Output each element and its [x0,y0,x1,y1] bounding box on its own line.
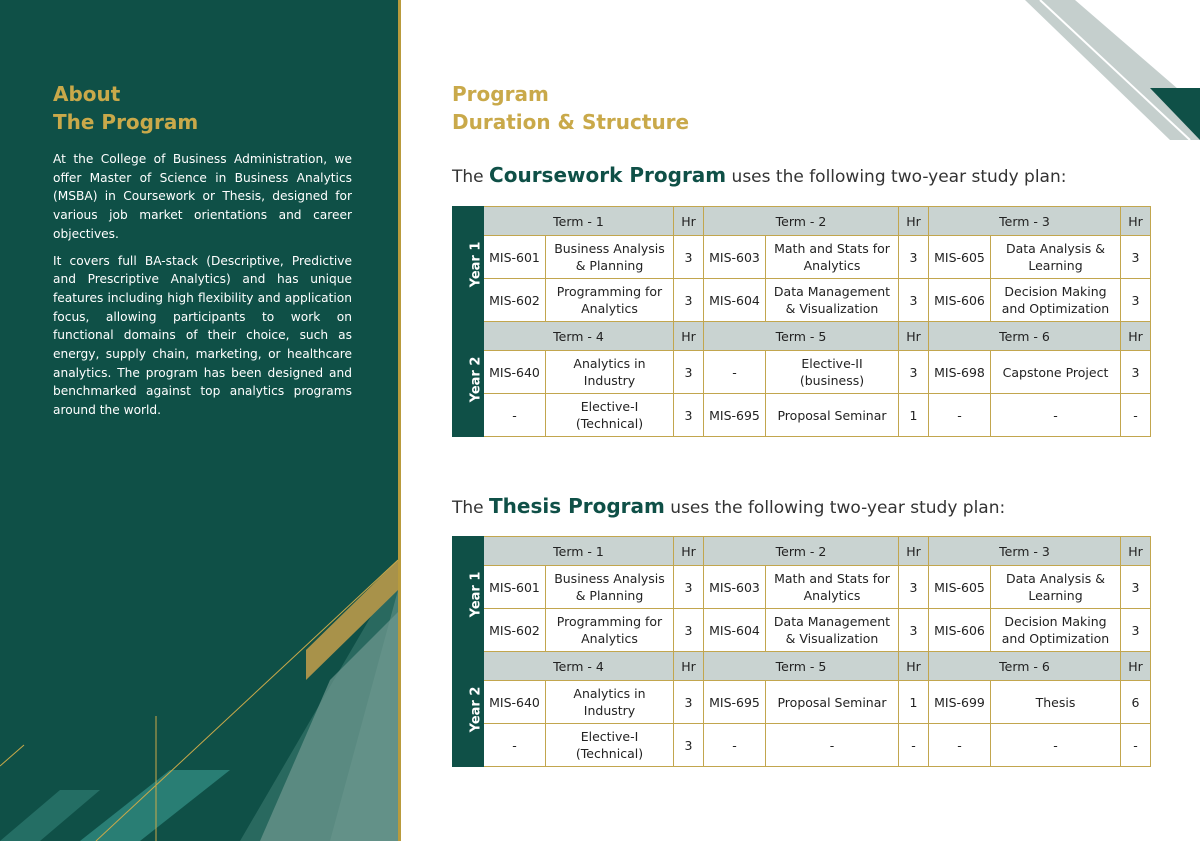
course-name: Programming for Analytics [546,609,674,652]
course-hours: 1 [899,394,929,437]
course-code: MIS-640 [484,681,546,724]
course-row [453,279,1151,322]
term-header: Term - 4 [484,652,674,681]
course-hours: 1 [899,681,929,724]
coursework-caption-strong: Coursework Program [489,163,727,187]
course-row [453,351,1151,394]
course-code: MIS-695 [704,681,766,724]
hours-header: Hr [674,537,704,566]
course-hours: 3 [674,279,704,322]
course-name: Business Analysis & Planning [546,566,674,609]
term-header: Term - 4 [484,322,674,351]
course-code: MIS-603 [704,236,766,279]
course-name: Elective-I (Technical) [546,724,674,767]
term-header-row [453,207,1151,236]
course-name: Elective-I (Technical) [546,394,674,437]
course-name: Data Analysis & Learning [991,566,1121,609]
course-code: MIS-605 [929,566,991,609]
coursework-caption-pre: The [452,167,484,187]
course-row [453,236,1151,279]
course-hours: - [1121,724,1151,767]
year-label: Year 1 [468,241,484,288]
about-title [53,80,198,136]
hours-header: Hr [899,322,929,351]
course-name: Capstone Project [991,351,1121,394]
course-name: - [991,394,1121,437]
year-label: Year 2 [468,356,484,403]
corner-decoration [1020,0,1200,145]
course-name: Decision Making and Optimization [991,609,1121,652]
hours-header: Hr [674,322,704,351]
course-hours: 3 [1121,279,1151,322]
course-hours: 3 [674,609,704,652]
course-name: Thesis [991,681,1121,724]
hours-header: Hr [1121,207,1151,236]
thesis-caption [452,494,1005,518]
course-hours: 3 [674,394,704,437]
course-code: MIS-601 [484,566,546,609]
term-header-row [453,652,1151,681]
course-code: - [484,724,546,767]
hours-header: Hr [1121,537,1151,566]
course-hours: 3 [899,351,929,394]
course-hours: 3 [674,566,704,609]
course-name: Data Analysis & Learning [991,236,1121,279]
course-hours: 3 [674,236,704,279]
about-text [53,150,352,428]
course-hours: 3 [1121,236,1151,279]
course-hours: 3 [674,724,704,767]
structure-title [452,80,689,136]
structure-title-line2: Duration & Structure [452,110,690,134]
course-hours: 3 [674,681,704,724]
course-code: - [704,351,766,394]
course-name: Data Management & Visualization [766,279,899,322]
course-code: MIS-698 [929,351,991,394]
course-code: MIS-602 [484,279,546,322]
course-row [453,724,1151,767]
term-header: Term - 1 [484,207,674,236]
course-code: - [704,724,766,767]
term-header-row [453,537,1151,566]
term-header: Term - 6 [929,322,1121,351]
course-name: Business Analysis & Planning [546,236,674,279]
thesis-caption-post: uses the following two-year study plan: [670,498,1006,518]
year-label: Year 1 [468,571,484,618]
course-hours: 6 [1121,681,1151,724]
course-code: MIS-605 [929,236,991,279]
course-code: MIS-601 [484,236,546,279]
course-code: MIS-603 [704,566,766,609]
course-name: Proposal Seminar [766,394,899,437]
coursework-caption-post: uses the following two-year study plan: [731,167,1067,187]
hours-header: Hr [899,537,929,566]
year-label-cell [453,652,484,767]
term-header: Term - 5 [704,322,899,351]
gold-divider [398,0,401,841]
term-header: Term - 1 [484,537,674,566]
course-name: - [766,724,899,767]
course-row [453,609,1151,652]
course-code: MIS-604 [704,279,766,322]
course-hours: 3 [674,351,704,394]
course-hours: 3 [1121,351,1151,394]
structure-title-line1: Program [452,82,549,106]
year-label-cell [453,537,484,652]
about-title-line2: The Program [53,110,199,134]
hours-header: Hr [899,207,929,236]
course-hours: 3 [899,609,929,652]
course-hours: 3 [899,566,929,609]
term-header: Term - 2 [704,207,899,236]
course-name: Proposal Seminar [766,681,899,724]
term-header: Term - 6 [929,652,1121,681]
course-name: Data Management & Visualization [766,609,899,652]
course-code: - [929,724,991,767]
course-name: Elective-II (business) [766,351,899,394]
thesis-caption-pre: The [452,498,484,518]
term-header: Term - 2 [704,537,899,566]
course-row [453,566,1151,609]
course-code: MIS-695 [704,394,766,437]
about-paragraph-2: It covers full BA-stack (Descriptive, Predictive and Prescriptive Analytics) and has unique features including high flexibility and application focus, allowing participants to work on functional domains of their choice, such as energy, supply chain, marketing, or healthcare analytics. The program has been designed and benchmarked against top analytics programs around the world. [53,253,352,418]
hours-header: Hr [674,207,704,236]
course-code: MIS-606 [929,279,991,322]
course-code: MIS-606 [929,609,991,652]
year-label: Year 2 [468,686,484,733]
about-title-line1: About [53,82,121,106]
course-hours: 3 [1121,609,1151,652]
year-label-cell [453,207,484,322]
course-hours: - [899,724,929,767]
hours-header: Hr [899,652,929,681]
course-row [453,681,1151,724]
about-panel [0,0,398,841]
coursework-caption [452,163,1066,187]
course-hours: 3 [1121,566,1151,609]
course-code: MIS-604 [704,609,766,652]
course-name: Programming for Analytics [546,279,674,322]
course-hours: 3 [899,279,929,322]
course-name: Math and Stats for Analytics [766,236,899,279]
course-code: - [929,394,991,437]
course-name: Analytics in Industry [546,681,674,724]
course-code: - [484,394,546,437]
term-header-row [453,322,1151,351]
course-code: MIS-699 [929,681,991,724]
course-name: Math and Stats for Analytics [766,566,899,609]
term-header: Term - 5 [704,652,899,681]
course-code: MIS-640 [484,351,546,394]
thesis-caption-strong: Thesis Program [489,494,665,518]
course-name: Analytics in Industry [546,351,674,394]
term-header: Term - 3 [929,207,1121,236]
year-label-cell [453,322,484,437]
about-paragraph-1: At the College of Business Administration, we offer Master of Science in Business Analytics (MSBA) in Coursework or Thesis, designed for various job market orientations and career objectives. [53,152,352,241]
hours-header: Hr [1121,652,1151,681]
term-header: Term - 3 [929,537,1121,566]
course-row [453,394,1151,437]
thesis-table [452,536,1151,767]
course-hours: 3 [899,236,929,279]
hours-header: Hr [1121,322,1151,351]
course-name: Decision Making and Optimization [991,279,1121,322]
course-name: - [991,724,1121,767]
course-hours: - [1121,394,1151,437]
coursework-table [452,206,1151,437]
course-code: MIS-602 [484,609,546,652]
hours-header: Hr [674,652,704,681]
